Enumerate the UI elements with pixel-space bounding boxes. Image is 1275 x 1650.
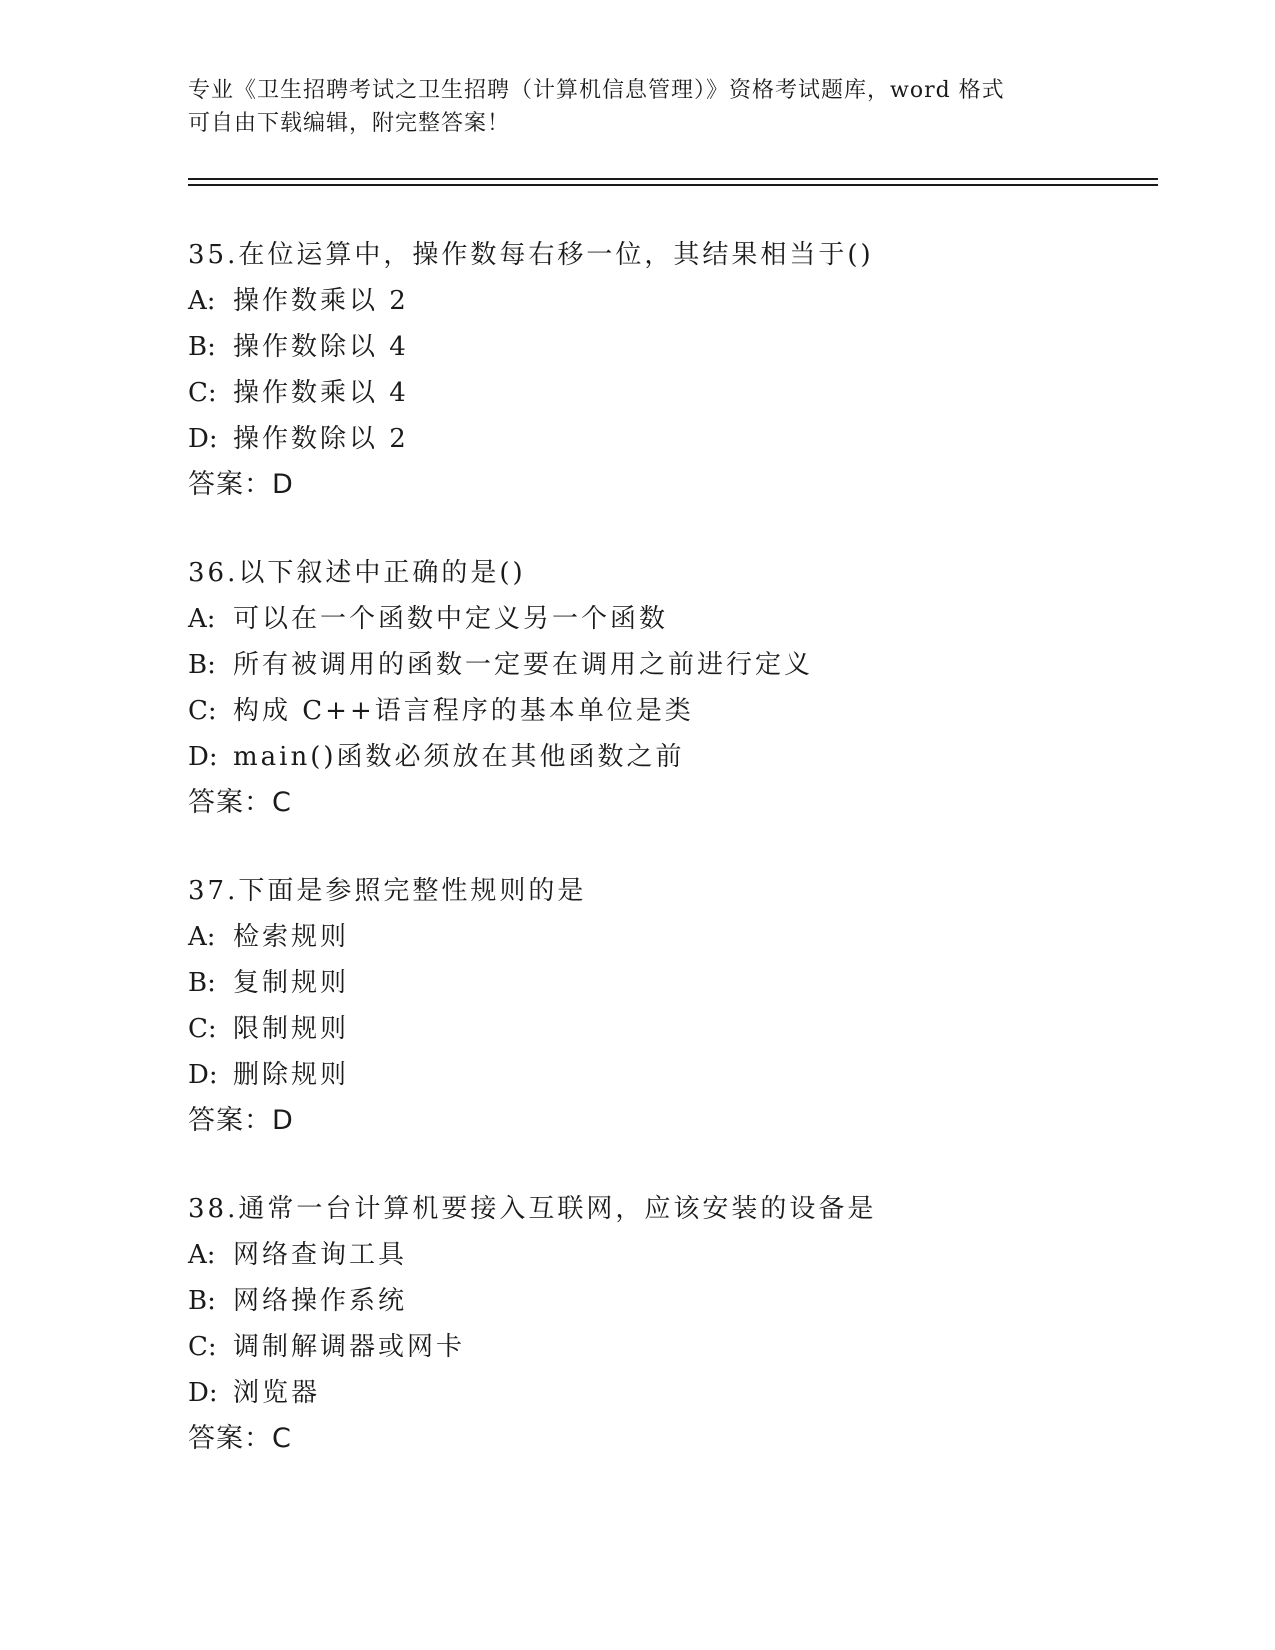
option-c	[188, 1006, 1188, 1052]
option-text: 构成 C++语言程序的基本单位是类	[233, 696, 694, 726]
question-stem: 37.下面是参照完整性规则的是	[188, 876, 587, 906]
option-d	[188, 1052, 1188, 1098]
option-text: 网络操作系统	[233, 1286, 408, 1316]
option-text: 可以在一个函数中定义另一个函数	[233, 604, 669, 634]
question-stem: 35.在位运算中，操作数每右移一位，其结果相当于()	[188, 240, 874, 270]
option-letter: A:	[188, 286, 216, 316]
document-header	[188, 74, 1088, 140]
answer-line: 答案：C	[188, 787, 292, 818]
answer-line: 答案：D	[188, 469, 294, 500]
answer-line: 答案：D	[188, 1105, 294, 1136]
option-letter: C:	[188, 1332, 217, 1362]
option-letter: C:	[188, 1014, 217, 1044]
option-text: 检索规则	[233, 922, 350, 952]
question-35	[188, 232, 1188, 508]
header-title-line: 专业《卫生招聘考试之卫生招聘（计算机信息管理）》资格考试题库，word 格式	[188, 78, 1005, 103]
option-text: 操作数除以 4	[233, 332, 409, 362]
option-text: 浏览器	[233, 1378, 321, 1408]
option-letter: B:	[188, 968, 216, 998]
option-text: 删除规则	[233, 1060, 350, 1090]
option-text: 网络查询工具	[233, 1240, 408, 1270]
option-d	[188, 1370, 1188, 1416]
option-c	[188, 370, 1188, 416]
option-d	[188, 734, 1188, 780]
option-text: 复制规则	[233, 968, 350, 998]
option-b	[188, 1278, 1188, 1324]
question-stem: 36.以下叙述中正确的是()	[188, 558, 526, 588]
question-37	[188, 868, 1188, 1144]
question-36	[188, 550, 1188, 826]
option-text: 所有被调用的函数一定要在调用之前进行定义	[233, 650, 814, 680]
header-divider-bottom	[188, 184, 1158, 186]
option-text: 操作数除以 2	[233, 424, 409, 454]
option-letter: D:	[188, 1378, 218, 1408]
option-text: 调制解调器或网卡	[233, 1332, 466, 1362]
option-letter: A:	[188, 922, 216, 952]
option-letter: A:	[188, 1240, 216, 1270]
option-letter: C:	[188, 696, 217, 726]
option-b	[188, 324, 1188, 370]
option-letter: D:	[188, 424, 218, 454]
option-letter: A:	[188, 604, 216, 634]
option-b	[188, 642, 1188, 688]
question-stem: 38.通常一台计算机要接入互联网，应该安装的设备是	[188, 1194, 877, 1224]
answer-line: 答案：C	[188, 1423, 292, 1454]
option-letter: C:	[188, 378, 217, 408]
option-c	[188, 1324, 1188, 1370]
option-letter: B:	[188, 1286, 216, 1316]
option-text: main()函数必须放在其他函数之前	[233, 742, 685, 772]
header-divider-top	[188, 178, 1158, 180]
option-text: 操作数乘以 2	[233, 286, 409, 316]
question-list	[188, 232, 1188, 1504]
option-a	[188, 278, 1188, 324]
option-a	[188, 914, 1188, 960]
option-a	[188, 596, 1188, 642]
option-b	[188, 960, 1188, 1006]
option-d	[188, 416, 1188, 462]
option-a	[188, 1232, 1188, 1278]
option-letter: D:	[188, 742, 218, 772]
option-letter: B:	[188, 650, 216, 680]
option-text: 限制规则	[233, 1014, 350, 1044]
question-38	[188, 1186, 1188, 1462]
option-c	[188, 688, 1188, 734]
option-letter: D:	[188, 1060, 218, 1090]
option-text: 操作数乘以 4	[233, 378, 409, 408]
header-subtitle-line: 可自由下载编辑，附完整答案！	[188, 111, 511, 136]
option-letter: B:	[188, 332, 216, 362]
